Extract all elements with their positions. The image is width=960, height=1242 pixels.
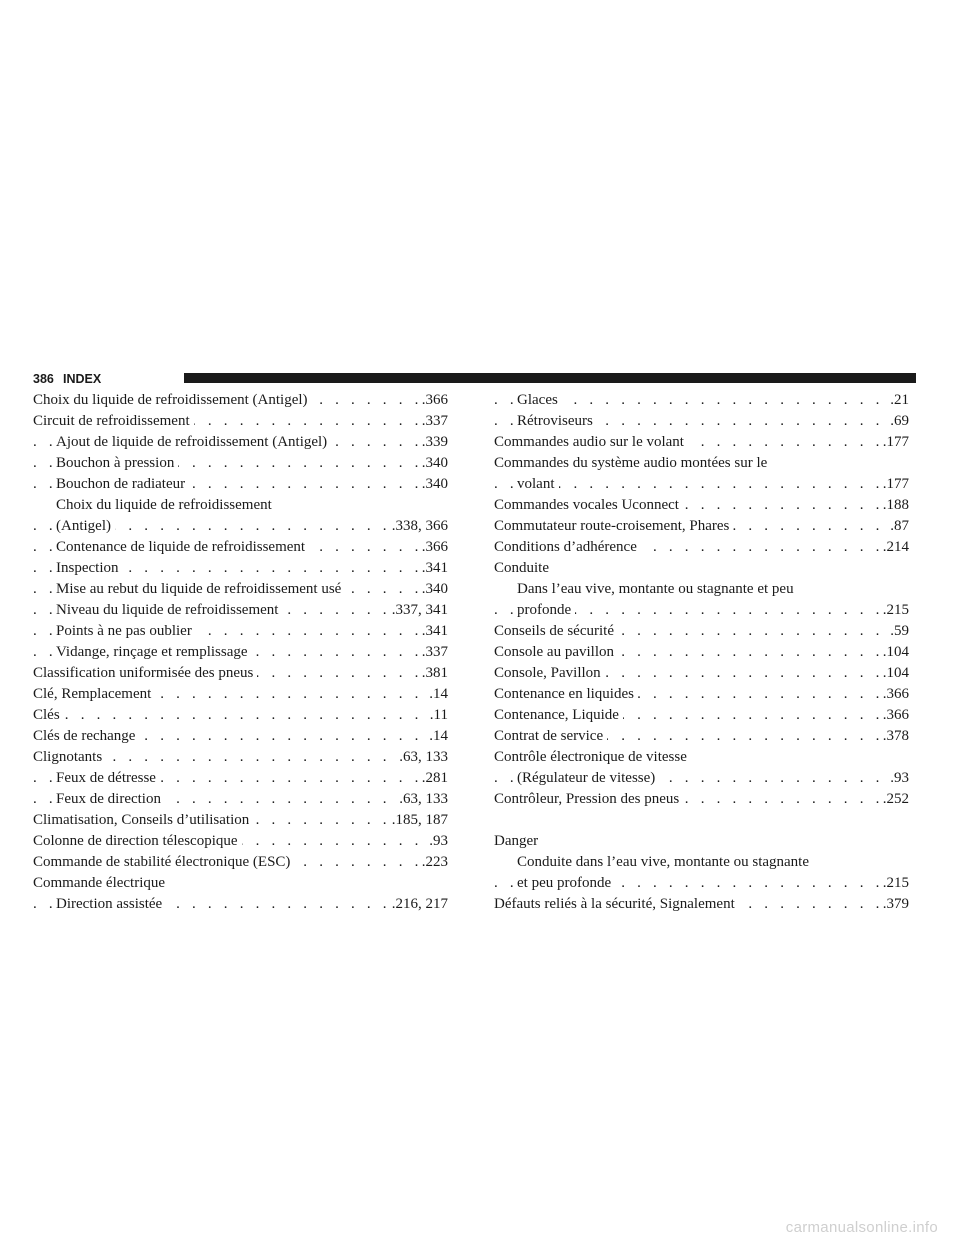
- entry-page: .379: [880, 894, 909, 915]
- entry-page: .188: [880, 495, 909, 516]
- index-entry: [494, 705, 909, 726]
- entry-label: profonde: [517, 602, 575, 618]
- page-header: [33, 371, 883, 387]
- index-entry: [33, 726, 448, 747]
- entry-page: .185, 187: [389, 810, 448, 831]
- entry-label: Contenance de liquide de refroidissement: [56, 539, 309, 555]
- entry-label: Conduite: [494, 560, 553, 576]
- index-entry: [33, 663, 448, 684]
- entry-label: Console au pavillon: [494, 644, 618, 660]
- entry-page: .215: [880, 873, 909, 894]
- entry-label: Glaces: [517, 392, 562, 408]
- index-entry: [494, 558, 909, 579]
- entry-page: .93: [426, 831, 448, 852]
- index-entry: [494, 831, 909, 852]
- entry-label: Rétroviseurs: [517, 413, 597, 429]
- index-entry: [33, 705, 448, 726]
- entry-page: .341: [419, 621, 448, 642]
- index-entry: [33, 495, 448, 516]
- entry-label: Contrôle électronique de vitesse: [494, 749, 691, 765]
- index-entry: [33, 516, 448, 537]
- entry-page: .338, 366: [389, 516, 448, 537]
- entry-label: Commande de stabilité électronique (ESC): [33, 854, 294, 870]
- index-entry: [494, 684, 909, 705]
- entry-label: Clignotants: [33, 749, 106, 765]
- entry-label: Mise au rebut du liquide de refroidissement usé: [56, 581, 345, 597]
- entry-label: Conditions d’adhérence: [494, 539, 641, 555]
- entry-label: Bouchon de radiateur: [56, 476, 189, 492]
- entry-label: Dans l’eau vive, montante ou stagnante et peu: [517, 581, 798, 597]
- entry-label: Ajout de liquide de refroidissement (Antigel): [56, 434, 331, 450]
- index-entry: [494, 432, 909, 453]
- entry-label: Clés de rechange: [33, 728, 139, 744]
- index-entry: [494, 579, 909, 600]
- entry-label: Bouchon à pression: [56, 455, 178, 471]
- entry-label: Conseils de sécurité: [494, 623, 618, 639]
- entry-label: Feux de direction: [56, 791, 165, 807]
- index-entry: [33, 789, 448, 810]
- index-entry: [494, 663, 909, 684]
- entry-label: Danger: [494, 833, 542, 849]
- entry-page: .14: [426, 726, 448, 747]
- index-entry: [33, 768, 448, 789]
- entry-label: Clé, Remplacement: [33, 686, 155, 702]
- index-entry: [494, 726, 909, 747]
- index-entry: [494, 768, 909, 789]
- entry-label: et peu profonde: [517, 875, 615, 891]
- entry-page: .177: [880, 474, 909, 495]
- entry-label: Commandes vocales Uconnect: [494, 497, 683, 513]
- index-entry: [494, 600, 909, 621]
- spacer: [494, 810, 909, 831]
- entry-label: Clés: [33, 707, 64, 723]
- index-entry: [494, 852, 909, 873]
- entry-page: .341: [419, 558, 448, 579]
- leader-dots: [33, 705, 448, 726]
- entry-page: .366: [419, 390, 448, 411]
- entry-page: .11: [427, 705, 448, 726]
- index-entry: [33, 684, 448, 705]
- index-entry: [494, 642, 909, 663]
- index-entry: [494, 390, 909, 411]
- index-entry: [33, 390, 448, 411]
- section-title: INDEX: [63, 372, 102, 386]
- entry-label: Circuit de refroidissement: [33, 413, 194, 429]
- index-entry: [494, 411, 909, 432]
- entry-page: .21: [887, 390, 909, 411]
- entry-page: .340: [419, 453, 448, 474]
- entry-page: .63, 133: [396, 789, 448, 810]
- entry-page: .14: [426, 684, 448, 705]
- index-entry: [33, 432, 448, 453]
- entry-label: Climatisation, Conseils d’utilisation: [33, 812, 253, 828]
- index-entry: [494, 495, 909, 516]
- entry-page: .378: [880, 726, 909, 747]
- entry-label: Feux de détresse: [56, 770, 160, 786]
- entry-label: Contenance en liquides: [494, 686, 638, 702]
- entry-label: Choix du liquide de refroidissement: [56, 497, 276, 513]
- index-entry: [494, 516, 909, 537]
- entry-label: Colonne de direction télescopique: [33, 833, 242, 849]
- entry-page: .366: [880, 684, 909, 705]
- entry-label: Direction assistée: [56, 896, 166, 912]
- index-entry: [494, 474, 909, 495]
- index-entry: [33, 600, 448, 621]
- entry-label: Conduite dans l’eau vive, montante ou stagnante: [517, 854, 813, 870]
- index-entry: [33, 621, 448, 642]
- index-entry: [33, 810, 448, 831]
- entry-label: Inspection: [56, 560, 122, 576]
- entry-label: (Régulateur de vitesse): [517, 770, 659, 786]
- page-number: 386: [33, 372, 54, 386]
- entry-page: .340: [419, 579, 448, 600]
- index-entry: [33, 411, 448, 432]
- entry-page: .216, 217: [389, 894, 448, 915]
- entry-page: .366: [419, 537, 448, 558]
- header-rule: [184, 373, 916, 383]
- watermark-link[interactable]: carmanualsonline.info: [785, 1219, 938, 1236]
- index-entry: [494, 621, 909, 642]
- index-entry: [33, 453, 448, 474]
- entry-label: Points à ne pas oublier: [56, 623, 196, 639]
- index-entry: [33, 579, 448, 600]
- entry-page: .281: [419, 768, 448, 789]
- entry-page: .381: [419, 663, 448, 684]
- entry-page: .366: [880, 705, 909, 726]
- index-entry: [33, 831, 448, 852]
- entry-page: .340: [419, 474, 448, 495]
- index-entry: [494, 537, 909, 558]
- entry-page: .214: [880, 537, 909, 558]
- index-entry: [33, 474, 448, 495]
- entry-label: Contrat de service: [494, 728, 607, 744]
- entry-label: Vidange, rinçage et remplissage: [56, 644, 252, 660]
- entry-page: .63, 133: [396, 747, 448, 768]
- entry-label: Contrôleur, Pression des pneus: [494, 791, 683, 807]
- index-entry: [33, 852, 448, 873]
- entry-page: .104: [880, 642, 909, 663]
- entry-page: .104: [880, 663, 909, 684]
- index-entry: [33, 642, 448, 663]
- entry-page: .87: [887, 516, 909, 537]
- entry-page: .215: [880, 600, 909, 621]
- index-entry: [33, 558, 448, 579]
- entry-page: .93: [887, 768, 909, 789]
- entry-label: Choix du liquide de refroidissement (Antigel): [33, 392, 312, 408]
- entry-page: .177: [880, 432, 909, 453]
- index-entry: [494, 747, 909, 768]
- index-entry: [33, 537, 448, 558]
- entry-page: .337: [419, 411, 448, 432]
- entry-page: .59: [887, 621, 909, 642]
- entry-page: .339: [419, 432, 448, 453]
- index-entry: [33, 894, 448, 915]
- index-entry: [33, 747, 448, 768]
- entry-label: Niveau du liquide de refroidissement: [56, 602, 282, 618]
- index-entry: [494, 789, 909, 810]
- entry-label: Classification uniformisée des pneus: [33, 665, 257, 681]
- entry-page: .223: [419, 852, 448, 873]
- entry-label: Commandes du système audio montées sur le: [494, 455, 771, 471]
- index-entry: [494, 894, 909, 915]
- index-entry: [494, 873, 909, 894]
- entry-label: Commutateur route-croisement, Phares: [494, 518, 733, 534]
- entry-label: Commandes audio sur le volant: [494, 434, 688, 450]
- entry-label: volant: [517, 476, 559, 492]
- index-column-left: [33, 390, 448, 915]
- index-entry: [33, 873, 448, 894]
- entry-page: .337: [419, 642, 448, 663]
- entry-page: .69: [887, 411, 909, 432]
- entry-label: (Antigel): [56, 518, 115, 534]
- entry-label: Défauts reliés à la sécurité, Signalement: [494, 896, 739, 912]
- entry-page: .337, 341: [389, 600, 448, 621]
- index-entry: [494, 453, 909, 474]
- entry-label: Commande électrique: [33, 875, 169, 891]
- entry-label: Contenance, Liquide: [494, 707, 623, 723]
- entry-label: Console, Pavillon: [494, 665, 605, 681]
- index-column-right: [494, 390, 909, 915]
- entry-page: .252: [880, 789, 909, 810]
